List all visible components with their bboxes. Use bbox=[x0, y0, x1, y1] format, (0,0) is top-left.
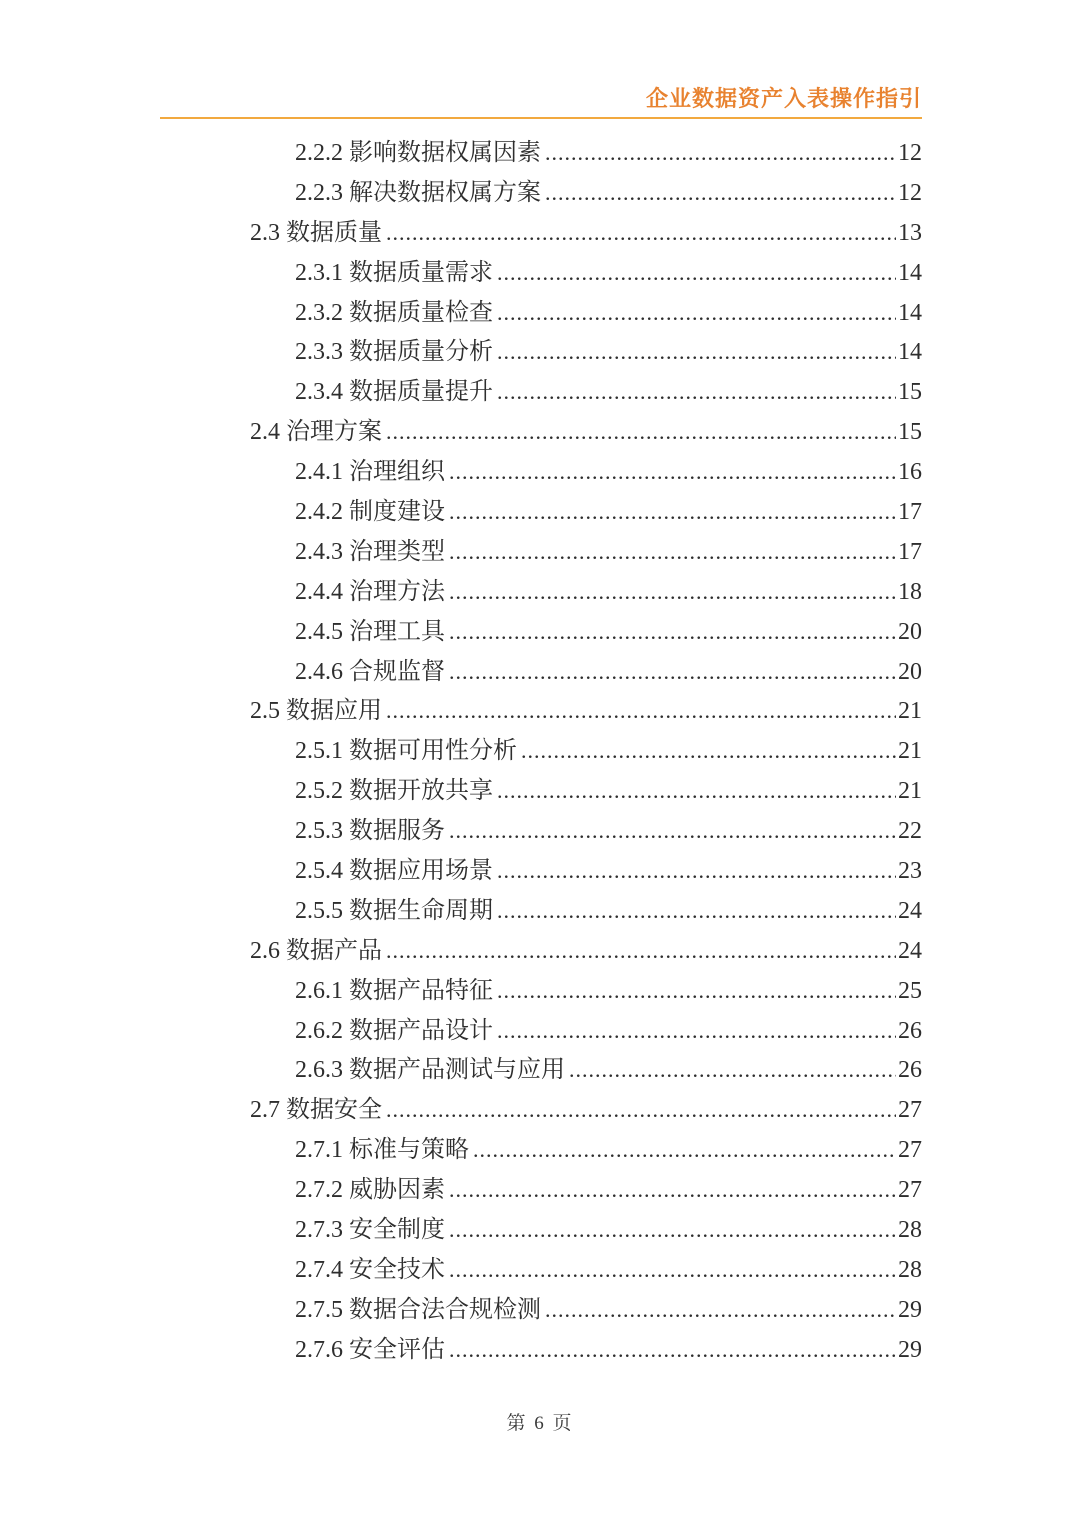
toc-entry-label: 2.4 治理方案 bbox=[250, 419, 382, 446]
toc-entry[interactable] bbox=[160, 1130, 922, 1170]
toc-leader-dots bbox=[386, 1090, 896, 1131]
toc-entry-page: 22 bbox=[898, 818, 922, 845]
toc-entry-page: 17 bbox=[898, 538, 922, 565]
toc-entry-label: 2.7.1 标准与策略 bbox=[295, 1137, 469, 1164]
toc-entry[interactable] bbox=[160, 731, 922, 771]
toc-entry-page: 26 bbox=[898, 1017, 922, 1044]
toc-entry-page: 28 bbox=[898, 1256, 922, 1283]
toc-leader-dots bbox=[449, 492, 896, 533]
toc-entry[interactable] bbox=[160, 1050, 922, 1090]
toc-entry-label: 2.7.6 安全评估 bbox=[295, 1336, 445, 1363]
toc-entry-label: 2.4.6 合规监督 bbox=[295, 658, 445, 685]
toc-entry-label: 2.3 数据质量 bbox=[250, 219, 382, 246]
toc-entry-label: 2.4.4 治理方法 bbox=[295, 578, 445, 605]
toc-entry-label: 2.3.4 数据质量提升 bbox=[295, 379, 493, 406]
toc-entry-label: 2.5.5 数据生命周期 bbox=[295, 897, 493, 924]
toc-entry-page: 28 bbox=[898, 1217, 922, 1244]
toc-entry-page: 21 bbox=[898, 778, 922, 805]
toc-leader-dots bbox=[386, 931, 896, 972]
toc-entry-page: 29 bbox=[898, 1336, 922, 1363]
toc-entry-label: 2.5.4 数据应用场景 bbox=[295, 858, 493, 885]
toc-entry[interactable] bbox=[160, 851, 922, 891]
toc-entry-label: 2.5.3 数据服务 bbox=[295, 818, 445, 845]
toc-entry-label: 2.2.3 解决数据权属方案 bbox=[295, 179, 541, 206]
toc-entry-page: 15 bbox=[898, 419, 922, 446]
toc-entry-label: 2.4.2 制度建设 bbox=[295, 499, 445, 526]
toc-entry-label: 2.6.1 数据产品特征 bbox=[295, 977, 493, 1004]
toc-leader-dots bbox=[497, 971, 896, 1012]
toc-entry[interactable] bbox=[160, 1290, 922, 1330]
toc-entry-page: 29 bbox=[898, 1296, 922, 1323]
toc-leader-dots bbox=[449, 1170, 896, 1211]
toc-entry-label: 2.3.3 数据质量分析 bbox=[295, 339, 493, 366]
toc-leader-dots bbox=[449, 1330, 896, 1371]
toc-leader-dots bbox=[545, 1290, 896, 1331]
toc-leader-dots bbox=[521, 731, 896, 772]
toc-leader-dots bbox=[473, 1130, 896, 1171]
toc-entry-label: 2.7.5 数据合法合规检测 bbox=[295, 1296, 541, 1323]
toc-entry-page: 12 bbox=[898, 140, 922, 166]
toc-leader-dots bbox=[449, 811, 896, 852]
toc-leader-dots bbox=[497, 293, 896, 334]
toc-entry[interactable] bbox=[160, 452, 922, 492]
toc-leader-dots bbox=[497, 851, 896, 892]
toc-entry[interactable] bbox=[160, 771, 922, 811]
toc-leader-dots bbox=[386, 691, 896, 732]
toc-entry-page: 14 bbox=[898, 299, 922, 326]
toc-entry-page: 24 bbox=[898, 897, 922, 924]
toc-leader-dots bbox=[569, 1050, 896, 1091]
toc-entry-label: 2.5.2 数据开放共享 bbox=[295, 778, 493, 805]
toc-entry[interactable] bbox=[160, 1011, 922, 1051]
toc-leader-dots bbox=[497, 332, 896, 373]
toc-entry-page: 13 bbox=[898, 219, 922, 246]
toc-entry-page: 14 bbox=[898, 259, 922, 286]
toc-entry[interactable] bbox=[160, 652, 922, 692]
toc-entry[interactable] bbox=[160, 133, 922, 173]
toc-entry-page: 20 bbox=[898, 618, 922, 645]
toc-leader-dots bbox=[497, 253, 896, 294]
toc-entry-label: 2.7 数据安全 bbox=[250, 1097, 382, 1124]
toc-leader-dots bbox=[449, 572, 896, 613]
toc-entry-page: 15 bbox=[898, 379, 922, 406]
toc-entry[interactable] bbox=[160, 293, 922, 333]
toc-leader-dots bbox=[497, 771, 896, 812]
toc-entry-label: 2.7.4 安全技术 bbox=[295, 1256, 445, 1283]
toc-entry[interactable] bbox=[160, 891, 922, 931]
toc-leader-dots bbox=[545, 133, 896, 174]
toc-entry[interactable] bbox=[160, 1330, 922, 1370]
toc-entry-label: 2.3.2 数据质量检查 bbox=[295, 299, 493, 326]
toc-entry[interactable] bbox=[160, 612, 922, 652]
toc-entry[interactable] bbox=[160, 572, 922, 612]
toc-entry-page: 27 bbox=[898, 1137, 922, 1164]
toc-leader-dots bbox=[449, 652, 896, 693]
toc-list bbox=[160, 133, 922, 1370]
toc-entry[interactable] bbox=[160, 332, 922, 372]
document-footer bbox=[0, 1408, 1080, 1435]
document-title: 企业数据资产入表操作指引 bbox=[645, 86, 922, 111]
toc-entry-label: 2.7.2 威胁因素 bbox=[295, 1177, 445, 1204]
toc-leader-dots bbox=[449, 532, 896, 573]
toc-entry[interactable] bbox=[160, 971, 922, 1011]
page-number-footer: 第 6 页 bbox=[506, 1413, 574, 1434]
toc-entry-page: 14 bbox=[898, 339, 922, 366]
toc-entry[interactable] bbox=[160, 492, 922, 532]
toc-entry[interactable] bbox=[160, 931, 922, 971]
toc-entry-label: 2.3.1 数据质量需求 bbox=[295, 259, 493, 286]
toc-entry-label: 2.7.3 安全制度 bbox=[295, 1217, 445, 1244]
toc-entry[interactable] bbox=[160, 253, 922, 293]
document-header bbox=[160, 86, 922, 119]
toc-leader-dots bbox=[449, 612, 896, 653]
toc-leader-dots bbox=[497, 372, 896, 413]
toc-entry-label: 2.2.2 影响数据权属因素 bbox=[295, 140, 541, 166]
toc-entry[interactable] bbox=[160, 372, 922, 412]
toc-leader-dots bbox=[497, 1011, 896, 1052]
toc-entry-page: 17 bbox=[898, 499, 922, 526]
toc-leader-dots bbox=[386, 213, 896, 254]
toc-entry[interactable] bbox=[160, 811, 922, 851]
toc-entry-page: 21 bbox=[898, 738, 922, 765]
toc-entry-page: 12 bbox=[898, 179, 922, 206]
toc-entry-page: 18 bbox=[898, 578, 922, 605]
toc-entry-page: 27 bbox=[898, 1097, 922, 1124]
toc-entry-page: 16 bbox=[898, 459, 922, 486]
toc-entry[interactable] bbox=[160, 1250, 922, 1290]
toc-entry-label: 2.4.5 治理工具 bbox=[295, 618, 445, 645]
toc-entry-label: 2.5 数据应用 bbox=[250, 698, 382, 725]
toc-entry-label: 2.4.3 治理类型 bbox=[295, 538, 445, 565]
toc-entry[interactable] bbox=[160, 532, 922, 572]
toc-entry-page: 23 bbox=[898, 858, 922, 885]
toc-leader-dots bbox=[497, 891, 896, 932]
toc-entry[interactable] bbox=[160, 412, 922, 452]
toc-leader-dots bbox=[545, 173, 896, 214]
toc-entry-label: 2.6 数据产品 bbox=[250, 937, 382, 964]
toc-entry-label: 2.5.1 数据可用性分析 bbox=[295, 738, 517, 765]
toc-leader-dots bbox=[386, 412, 896, 453]
toc-leader-dots bbox=[449, 1250, 896, 1291]
toc-entry-page: 20 bbox=[898, 658, 922, 685]
toc-entry-page: 21 bbox=[898, 698, 922, 725]
header-rule bbox=[160, 117, 922, 119]
toc-entry-page: 24 bbox=[898, 937, 922, 964]
toc-entry-label: 2.6.3 数据产品测试与应用 bbox=[295, 1057, 565, 1084]
toc-leader-dots bbox=[449, 452, 896, 493]
toc-entry-label: 2.4.1 治理组织 bbox=[295, 459, 445, 486]
toc-entry-label: 2.6.2 数据产品设计 bbox=[295, 1017, 493, 1044]
toc-entry-page: 26 bbox=[898, 1057, 922, 1084]
toc-entry[interactable] bbox=[160, 213, 922, 253]
toc-entry-page: 25 bbox=[898, 977, 922, 1004]
toc-entry[interactable] bbox=[160, 691, 922, 731]
toc-leader-dots bbox=[449, 1210, 896, 1251]
toc-entry-page: 27 bbox=[898, 1177, 922, 1204]
toc-entry[interactable] bbox=[160, 1210, 922, 1250]
toc-entry[interactable] bbox=[160, 1170, 922, 1210]
toc-entry[interactable] bbox=[160, 173, 922, 213]
toc-entry[interactable] bbox=[160, 1090, 922, 1130]
